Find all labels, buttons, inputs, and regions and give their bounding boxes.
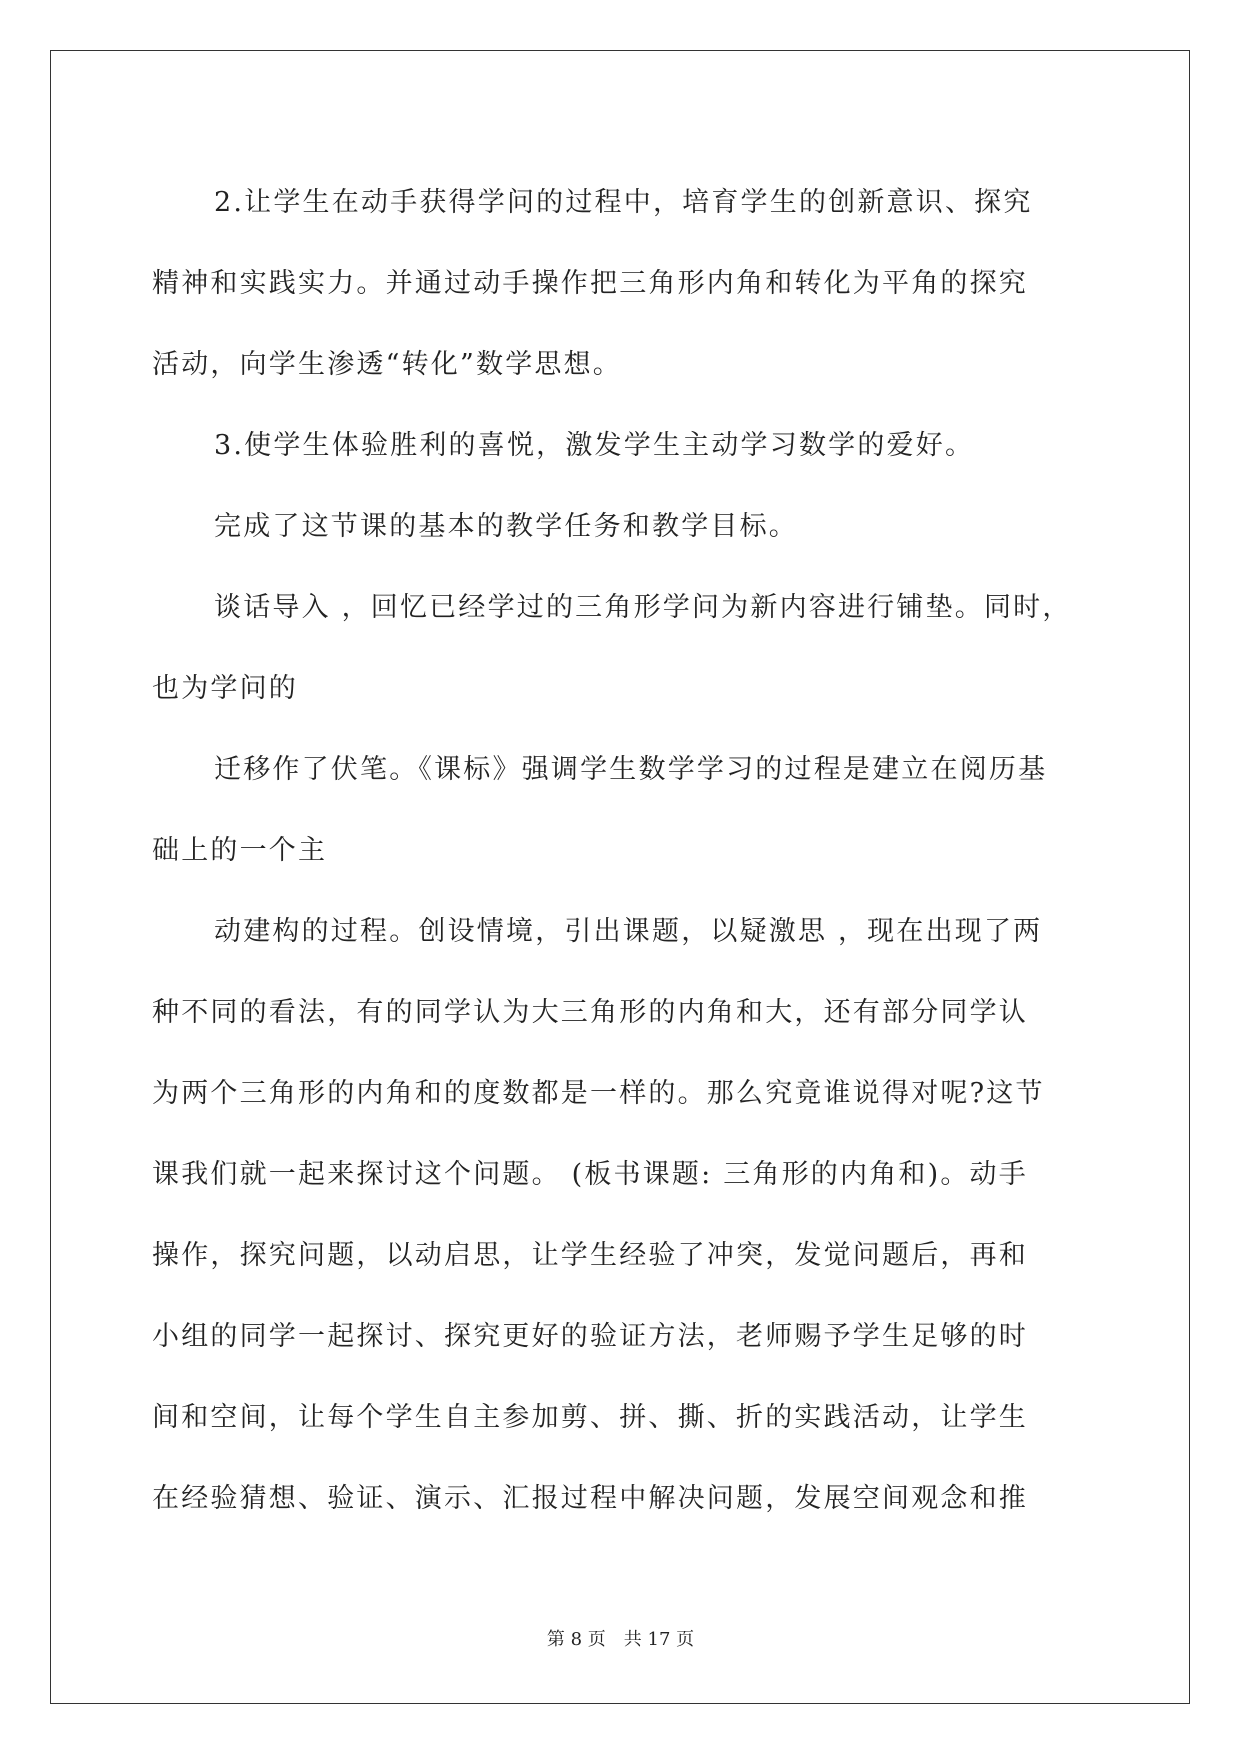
text-line: 迁移作了伏笔。《课标》强调学生数学学习的过程是建立在阅历基	[214, 754, 1048, 785]
text-line: 完成了这节课的基本的教学任务和教学目标。	[214, 511, 798, 542]
page-footer	[0, 1625, 1241, 1651]
page-number-total: 共 17 页	[623, 1629, 695, 1650]
text-line: 谈话导入 ，回忆已经学过的三角形学问为新内容进行铺垫。同时，	[214, 592, 1072, 623]
text-line: 在经验猜想、验证、演示、汇报过程中解决问题，发展空间观念和推	[152, 1483, 1028, 1514]
text-line: 种不同的看法，有的同学认为大三角形的内角和大，还有部分同学认	[152, 997, 1028, 1028]
text-line: 小组的同学一起探讨、探究更好的验证方法，老师赐予学生足够的时	[152, 1321, 1028, 1352]
text-line: 课我们就一起来探讨这个问题。 (板书课题: 三角形的内角和)。动手	[152, 1159, 1028, 1190]
text-line: 操作，探究问题，以动启思，让学生经验了冲突，发觉问题后，再和	[152, 1240, 1028, 1271]
text-line: 础上的一个主	[152, 835, 328, 866]
text-line: 精神和实践实力。并通过动手操作把三角形内角和转化为平角的探究	[152, 268, 1028, 299]
text-line: 为两个三角形的内角和的度数都是一样的。那么究竟谁说得对呢?这节	[152, 1078, 1045, 1109]
text-line: 间和空间，让每个学生自主参加剪、拼、撕、折的实践活动，让学生	[152, 1402, 1028, 1433]
page-number-current: 第 8 页	[546, 1629, 606, 1650]
text-line: 动建构的过程。创设情境，引出课题，以疑激思 ，现在出现了两	[214, 916, 1043, 947]
text-line: 也为学问的	[152, 673, 298, 704]
text-line: 2.让学生在动手获得学问的过程中，培育学生的创新意识、探究	[214, 187, 1033, 218]
text-line: 3.使学生体验胜利的喜悦，激发学生主动学习数学的爱好。	[214, 430, 975, 461]
document-body	[152, 162, 1092, 1539]
text-line: 活动，向学生渗透“转化”数学思想。	[152, 349, 623, 380]
